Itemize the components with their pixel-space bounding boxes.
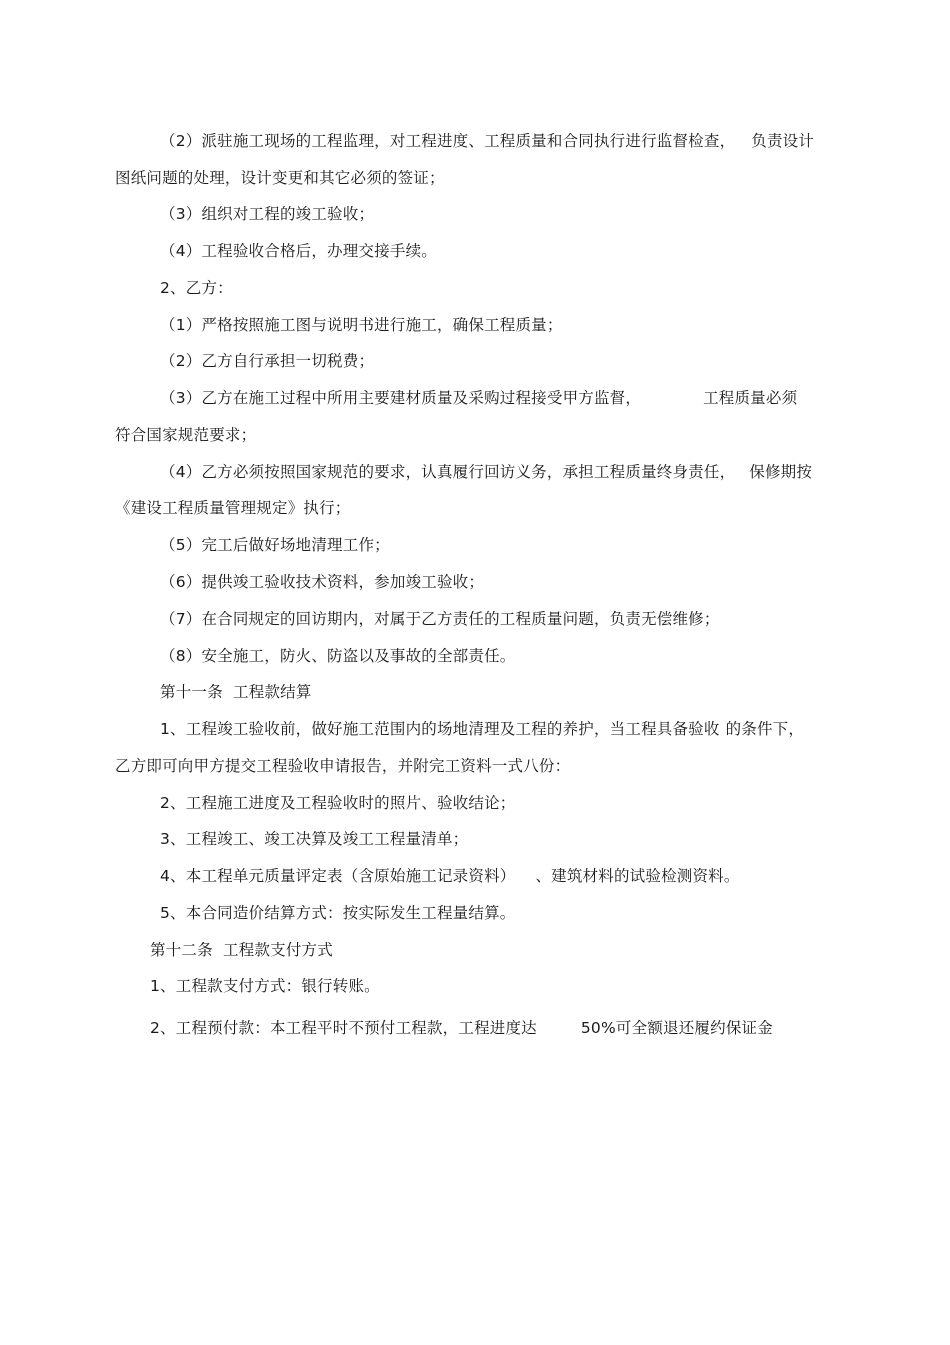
text-line: （4）工程验收合格后，办理交接手续。 — [160, 242, 437, 260]
text-line: 2、工程预付款：本工程平时不预付工程款，工程进度达 50%可全额退还履约保证金 — [150, 1019, 773, 1037]
text-line: 符合国家规范要求； — [115, 426, 257, 444]
text-line: 4、本工程单元质量评定表（含原始施工记录资料） 、建筑材料的试验检测资料。 — [160, 867, 740, 885]
text-line: （6）提供竣工验收技术资料，参加竣工验收； — [160, 573, 485, 591]
text-line: （3）乙方在施工过程中所用主要建材质量及采购过程接受甲方监督， 工程质量必须 — [160, 389, 798, 407]
text-line: 图纸问题的处理，设计变更和其它必须的签证； — [115, 169, 445, 187]
text-line: 3、工程竣工、竣工决算及竣工工程量清单； — [160, 830, 469, 848]
text-line: 5、本合同造价结算方式：按实际发生工程量结算。 — [160, 904, 516, 922]
text-line: 2、乙方： — [160, 279, 233, 297]
text-line: 《建设工程质量管理规定》执行； — [115, 499, 351, 517]
section-heading: 第十一条 工程款结算 — [160, 683, 312, 701]
text-line: （1）严格按照施工图与说明书进行施工，确保工程质量； — [160, 316, 563, 334]
text-line: （3）组织对工程的竣工验收； — [160, 205, 375, 223]
text-line: 2、工程施工进度及工程验收时的照片、验收结论； — [160, 794, 516, 812]
text-line: （4）乙方必须按照国家规范的要求，认真履行回访义务，承担工程质量终身责任， 保修期按 — [160, 463, 813, 481]
text-line: （2）派驻施工现场的工程监理，对工程进度、工程质量和合同执行进行监督检查， 负责设计 — [160, 132, 815, 150]
text-line: 乙方即可向甲方提交工程验收申请报告，并附完工资料一式八份： — [115, 757, 571, 775]
text-line: （7）在合同规定的回访期内，对属于乙方责任的工程质量问题，负责无偿维修； — [160, 610, 720, 628]
text-line: （5）完工后做好场地清理工作； — [160, 536, 390, 554]
text-line: （2）乙方自行承担一切税费； — [160, 352, 375, 370]
text-line: 1、工程竣工验收前，做好施工范围内的场地清理及工程的养护，当工程具备验收 的条件下， — [160, 720, 805, 738]
text-line: （8）安全施工，防火、防盗以及事故的全部责任。 — [160, 647, 516, 665]
text-line: 1、工程款支付方式：银行转账。 — [150, 977, 380, 995]
section-heading: 第十二条 工程款支付方式 — [150, 941, 333, 959]
